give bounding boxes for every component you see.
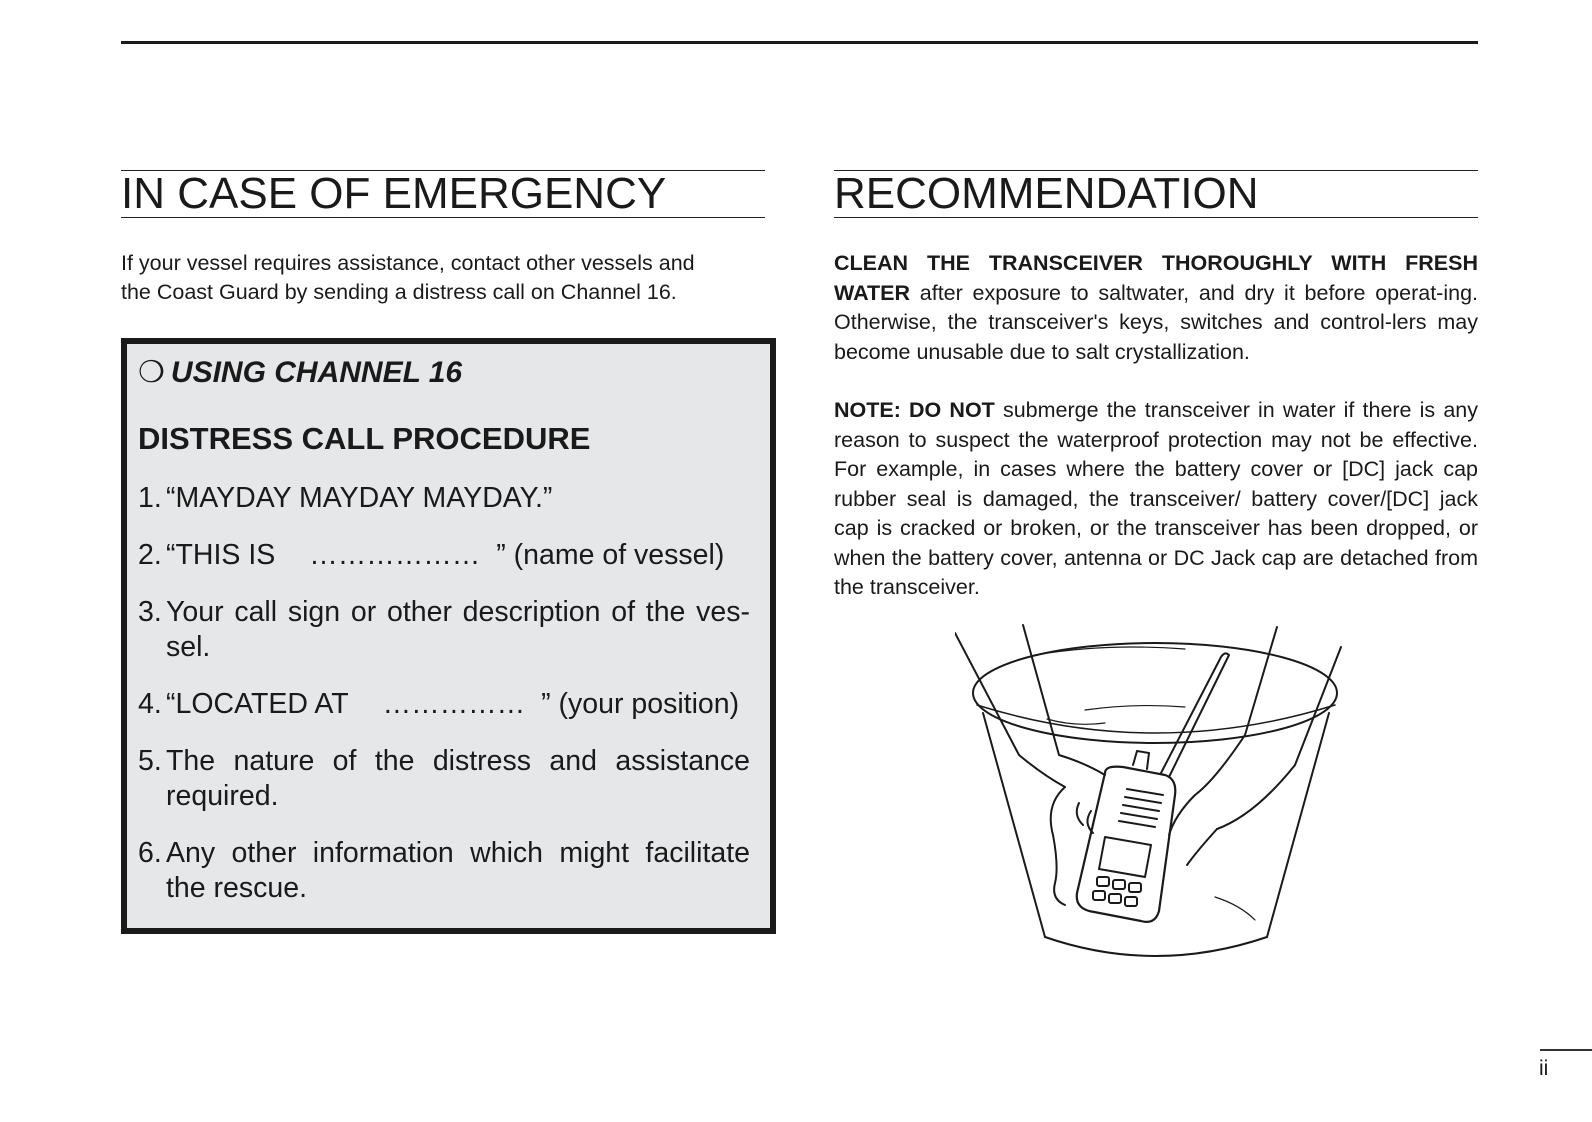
step-4: 4. “LOCATED AT …………… ” (your position): [138, 688, 740, 720]
emergency-section: [121, 170, 765, 934]
clean-bold: CLEAN THE TRANSCEIVER THOROUGHLY WITH FRESH WATER: [834, 251, 1478, 305]
note-bold: NOTE: DO NOT: [834, 398, 995, 422]
clean-text: after exposure to saltwater, and dry it before operat-ing. Otherwise, the transceiver's keys, switches and control-lers may become unusable due to salt crystallization.: [834, 280, 1478, 364]
note-paragraph: [834, 396, 1478, 603]
emergency-intro: [121, 249, 765, 307]
clean-paragraph: [834, 249, 1478, 367]
step-3: 3. Your call sign or other description of the ves-sel.: [138, 596, 750, 663]
note-text: submerge the transceiver in water if there is any reason to suspect the waterproof protection may not be effective. For example, in cases where the battery cover or [DC] jack cap rubber seal is damaged, the transceiver/ battery cover/[DC] jack cap is cracked or broken, or the transceiver has been dropped, or when the battery cover, antenna or DC Jack cap are detached from the transceiver.: [834, 398, 1478, 599]
step-2: 2. “THIS IS ……………… ” (name of vessel): [138, 539, 725, 571]
box-label: [138, 355, 770, 391]
top-rule: [121, 41, 1478, 44]
recommendation-section: [834, 170, 1478, 624]
box-label-text: USING CHANNEL 16: [170, 356, 463, 389]
intro-line-2: the Coast Guard by sending a distress call on Channel 16.: [121, 280, 677, 304]
recommendation-heading: RECOMMENDATION: [834, 170, 1478, 218]
page-number-rule: [1540, 1049, 1592, 1051]
intro-line-1: If your vessel requires assistance, contact other vessels and: [121, 251, 695, 275]
step-5: 5. The nature of the distress and assistance required.: [138, 745, 750, 812]
step-1: 1. “MAYDAY MAYDAY MAYDAY.”: [138, 482, 553, 514]
channel16-box: [121, 338, 776, 934]
bucket-illustration: [955, 615, 1365, 985]
circle-bullet-icon: ❍: [138, 356, 165, 389]
bucket-rim: [973, 643, 1337, 743]
step-6: 6. Any other information which might facilitate the rescue.: [138, 837, 750, 904]
page-number: ii: [1539, 1057, 1549, 1080]
procedure-title: DISTRESS CALL PROCEDURE: [138, 421, 591, 456]
procedure-steps: [138, 481, 750, 906]
emergency-heading: IN CASE OF EMERGENCY: [121, 170, 765, 218]
